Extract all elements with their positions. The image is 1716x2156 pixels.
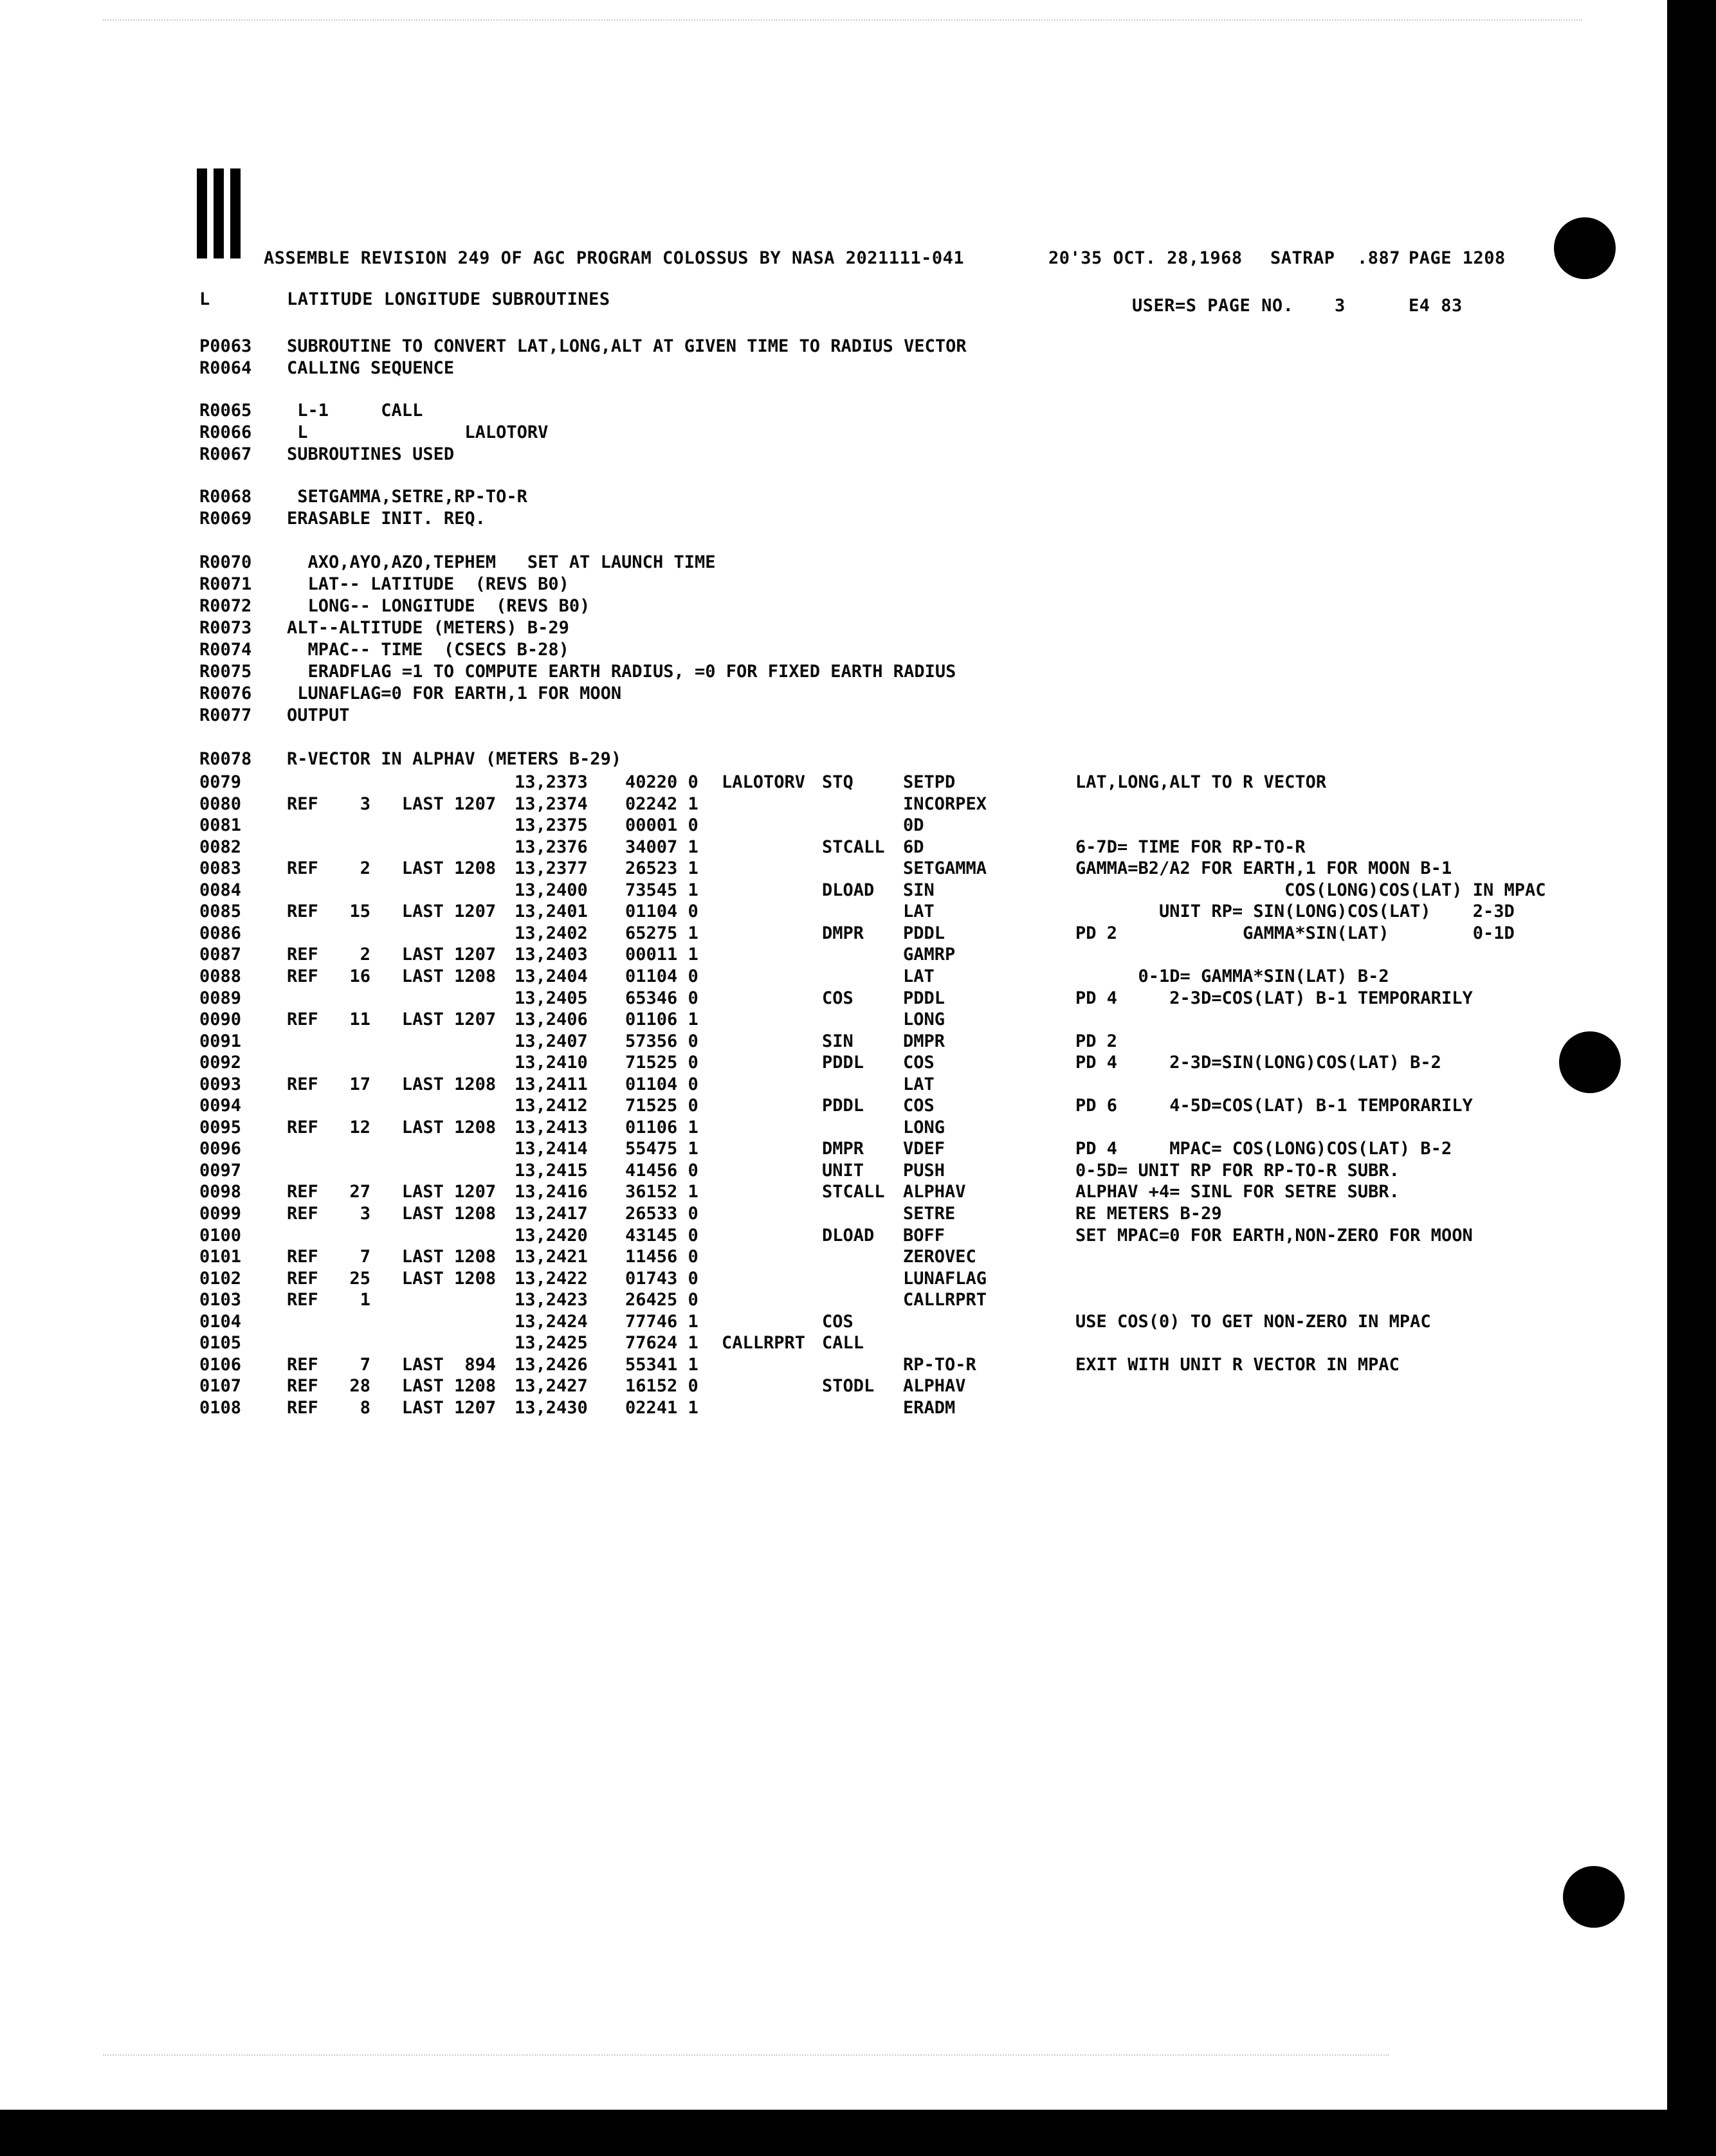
ref-info: REF 2 LAST 1207 [287,945,497,965]
operand: VDEF [903,1139,945,1159]
line-number: R0065 [199,401,252,421]
operand: PUSH [903,1161,945,1181]
code-line [0,1268,1666,1290]
header-code: .887 [1357,248,1401,268]
line-number: 0108 [199,1398,242,1418]
ref-info: REF 1 [287,1290,371,1310]
code-line [0,1181,1666,1203]
line-number: 0097 [199,1161,242,1181]
opcode: COS [822,1312,853,1332]
code-line [0,1332,1666,1354]
scan-edge-bottom [0,2110,1716,2156]
remark-text: LUNAFLAG=0 FOR EARTH,1 FOR MOON [287,684,622,703]
ref-info: REF 28 LAST 1208 [287,1376,497,1396]
operand: INCORPEX [903,794,987,814]
comment: RE METERS B-29 [1075,1204,1222,1224]
ref-info: REF 8 LAST 1207 [287,1398,497,1418]
octal-word: 77746 1 [625,1312,698,1332]
octal-word: 01104 0 [625,901,698,921]
code-line [0,966,1666,988]
remark-line [0,639,1666,661]
opcode: DLOAD [822,880,875,900]
operand: SETPD [903,772,956,792]
ref-info: REF 17 LAST 1208 [287,1074,497,1094]
address: 13,2410 [515,1053,588,1073]
operand: COS [903,1096,935,1116]
operand: LONG [903,1118,945,1137]
operand: LAT [903,901,935,921]
line-number: 0088 [199,966,242,986]
comment: COS(LONG)COS(LAT) IN MPAC [1075,880,1546,900]
line-number: 0086 [199,923,242,943]
code-line [0,772,1666,793]
punch-hole-middle [1559,1031,1621,1093]
octal-word: 02242 1 [625,794,698,814]
code-line [0,815,1666,837]
line-number: R0076 [199,684,252,703]
code-line [0,793,1666,815]
top-scan-noise [103,19,1582,24]
line-number: R0070 [199,552,252,572]
remark-line [0,400,1666,422]
bottom-scan-noise [103,2054,1389,2060]
line-number: 0104 [199,1312,242,1332]
operand: ERADM [903,1398,956,1418]
ref-info: REF 7 LAST 894 [287,1355,497,1375]
octal-word: 34007 1 [625,837,698,857]
octal-word: 77624 1 [625,1333,698,1353]
remark-text: SUBROUTINES USED [287,444,455,464]
address: 13,2402 [515,923,588,943]
address: 13,2425 [515,1333,588,1353]
octal-word: 26523 1 [625,858,698,878]
octal-word: 40220 0 [625,772,698,792]
code-line [0,1225,1666,1247]
octal-word: 00011 1 [625,945,698,965]
remark-line [0,422,1666,444]
operand: ALPHAV [903,1182,966,1202]
code-line [0,1246,1666,1268]
code-line [0,923,1666,945]
comment: 6-7D= TIME FOR RP-TO-R [1075,837,1306,857]
octal-word: 26425 0 [625,1290,698,1310]
binder-marks [197,168,242,258]
octal-word: 73545 1 [625,880,698,900]
line-number: R0069 [199,509,252,529]
remark-text: L LALOTORV [287,422,549,442]
operand: 6D [903,837,924,857]
comment: PD 4 2-3D=SIN(LONG)COS(LAT) B-2 [1075,1053,1441,1073]
remark-text: SETGAMMA,SETRE,RP-TO-R [287,487,527,507]
code-line [0,1074,1666,1096]
code-line [0,1095,1666,1117]
line-number: 0102 [199,1269,242,1289]
operand: PDDL [903,923,945,943]
operand: RP-TO-R [903,1355,976,1375]
operand: LAT [903,966,935,986]
line-number: 0103 [199,1290,242,1310]
address: 13,2411 [515,1074,588,1094]
comment: PD 4 2-3D=COS(LAT) B-1 TEMPORARILY [1075,988,1473,1008]
remark-text: L-1 CALL [287,401,423,421]
address: 13,2376 [515,837,588,857]
address: 13,2420 [515,1226,588,1246]
opcode: DMPR [822,923,864,943]
remark-line [0,661,1666,683]
ref-info: REF 16 LAST 1208 [287,966,497,986]
line-number: 0085 [199,901,242,921]
operand: SIN [903,880,935,900]
address: 13,2424 [515,1312,588,1332]
line-number: 0080 [199,794,242,814]
code-line [0,1354,1666,1376]
code-line [0,858,1666,880]
line-number: 0093 [199,1074,242,1094]
code-line [0,1117,1666,1139]
opcode: UNIT [822,1161,864,1181]
opcode: CALL [822,1333,864,1353]
code-line [0,1052,1666,1074]
octal-word: 01104 0 [625,1074,698,1094]
remark-text: LAT-- LATITUDE (REVS B0) [287,574,569,594]
operand: 0D [903,815,924,835]
opcode: STQ [822,772,853,792]
line-number: 0096 [199,1139,242,1159]
line-number: 0099 [199,1204,242,1224]
octal-word: 01104 0 [625,966,698,986]
operand: ALPHAV [903,1376,966,1396]
line-number: 0106 [199,1355,242,1375]
code-line [0,1397,1666,1419]
header-user: SATRAP [1270,248,1335,268]
line-number: R0073 [199,618,252,638]
opcode: PDDL [822,1096,864,1116]
octal-word: 36152 1 [625,1182,698,1202]
comment: ALPHAV +4= SINL FOR SETRE SUBR. [1075,1182,1400,1202]
code-line [0,1009,1666,1031]
opcode: SIN [822,1031,853,1051]
remark-text: LONG-- LONGITUDE (REVS B0) [287,596,590,616]
punch-hole-top [1554,217,1616,279]
line-number: 0079 [199,772,242,792]
ref-info: REF 12 LAST 1208 [287,1118,497,1137]
code-line [0,1138,1666,1160]
line-number: 0105 [199,1333,242,1353]
section-ref: E4 83 [1409,296,1463,316]
line-number: R0077 [199,705,252,725]
remark-text: R-VECTOR IN ALPHAV (METERS B-29) [287,749,622,769]
octal-word: 00001 0 [625,815,698,835]
code-line [0,1289,1666,1311]
ref-info: REF 11 LAST 1207 [287,1010,497,1029]
line-number: 0095 [199,1118,242,1137]
line-number: 0083 [199,858,242,878]
octal-word: 01106 1 [625,1010,698,1029]
octal-word: 01106 1 [625,1118,698,1137]
line-number: R0068 [199,487,252,507]
octal-word: 26533 0 [625,1204,698,1224]
remark-text: AXO,AYO,AZO,TEPHEM SET AT LAUNCH TIME [287,552,716,572]
line-number: R0075 [199,662,252,682]
remark-line [0,486,1666,508]
operand: LONG [903,1010,945,1029]
code-line [0,944,1666,966]
code-line [0,988,1666,1010]
punch-hole-bottom [1563,1866,1625,1928]
comment: PD 4 MPAC= COS(LONG)COS(LAT) B-2 [1075,1139,1452,1159]
section-title: LATITUDE LONGITUDE SUBROUTINES [287,289,610,309]
remark-text: ERADFLAG =1 TO COMPUTE EARTH RADIUS, =0 FOR FIXED EARTH RADIUS [287,662,956,682]
ref-info: REF 15 LAST 1207 [287,901,497,921]
operand: GAMRP [903,945,956,965]
remark-line [0,508,1666,530]
line-number: 0091 [199,1031,242,1051]
opcode: STCALL [822,837,885,857]
comment: USE COS(0) TO GET NON-ZERO IN MPAC [1075,1312,1431,1332]
comment: PD 2 GAMMA*SIN(LAT) 0-1D [1075,923,1515,943]
address: 13,2400 [515,880,588,900]
remark-line [0,595,1666,617]
octal-word: 55341 1 [625,1355,698,1375]
remark-line [0,748,1666,770]
octal-word: 01743 0 [625,1269,698,1289]
code-line [0,837,1666,858]
remark-line [0,336,1666,358]
octal-word: 16152 0 [625,1376,698,1396]
octal-word: 71525 0 [625,1053,698,1073]
code-line [0,901,1666,923]
line-number: 0094 [199,1096,242,1116]
address: 13,2417 [515,1204,588,1224]
octal-word: 02241 1 [625,1398,698,1418]
header-title: ASSEMBLE REVISION 249 OF AGC PROGRAM COLOSSUS BY NASA 2021111-041 [264,248,965,268]
octal-word: 11456 0 [625,1247,698,1267]
opcode: STODL [822,1376,875,1396]
line-number: 0100 [199,1226,242,1246]
address: 13,2373 [515,772,588,792]
code-line [0,1203,1666,1225]
address: 13,2414 [515,1139,588,1159]
opcode: PDDL [822,1053,864,1073]
remark-line [0,552,1666,574]
operand: BOFF [903,1226,945,1246]
ref-info: REF 25 LAST 1208 [287,1269,497,1289]
ref-info: REF 27 LAST 1207 [287,1182,497,1202]
section-tag: L [199,289,210,309]
address: 13,2426 [515,1355,588,1375]
code-line [0,880,1666,901]
opcode: DMPR [822,1139,864,1159]
address: 13,2377 [515,858,588,878]
ref-info: REF 2 LAST 1208 [287,858,497,878]
comment: GAMMA=B2/A2 FOR EARTH,1 FOR MOON B-1 [1075,858,1452,878]
address: 13,2421 [515,1247,588,1267]
line-number: 0087 [199,945,242,965]
octal-word: 57356 0 [625,1031,698,1051]
line-number: 0084 [199,880,242,900]
line-number: 0082 [199,837,242,857]
user-page-number: 3 [1335,296,1346,316]
ref-info: REF 3 LAST 1207 [287,794,497,814]
code-line [0,1160,1666,1182]
address: 13,2430 [515,1398,588,1418]
remark-line [0,705,1666,727]
operand: ZEROVEC [903,1247,976,1267]
operand: DMPR [903,1031,945,1051]
remark-text: OUTPUT [287,705,350,725]
address: 13,2427 [515,1376,588,1396]
line-number: 0081 [199,815,242,835]
operand: SETGAMMA [903,858,987,878]
line-number: R0064 [199,358,252,378]
octal-word: 43145 0 [625,1226,698,1246]
octal-word: 71525 0 [625,1096,698,1116]
operand: SETRE [903,1204,956,1224]
ref-info: REF 7 LAST 1208 [287,1247,497,1267]
remark-line [0,574,1666,595]
line-number: R0071 [199,574,252,594]
remark-text: SUBROUTINE TO CONVERT LAT,LONG,ALT AT GIVEN TIME TO RADIUS VECTOR [287,336,967,356]
label: CALLRPRT [722,1333,806,1353]
line-number: 0107 [199,1376,242,1396]
octal-word: 65346 0 [625,988,698,1008]
remark-text: MPAC-- TIME (CSECS B-28) [287,640,569,660]
line-number: R0067 [199,444,252,464]
operand: LAT [903,1074,935,1094]
remark-line [0,444,1666,466]
octal-word: 65275 1 [625,923,698,943]
line-number: 0092 [199,1053,242,1073]
comment: PD 6 4-5D=COS(LAT) B-1 TEMPORARILY [1075,1096,1473,1116]
ref-info: REF 3 LAST 1208 [287,1204,497,1224]
address: 13,2404 [515,966,588,986]
comment: PD 2 [1075,1031,1118,1051]
line-number: P0063 [199,336,252,356]
address: 13,2423 [515,1290,588,1310]
address: 13,2405 [515,988,588,1008]
comment: LAT,LONG,ALT TO R VECTOR [1075,772,1327,792]
address: 13,2374 [515,794,588,814]
octal-word: 41456 0 [625,1161,698,1181]
comment: 0-1D= GAMMA*SIN(LAT) B-2 [1075,966,1389,986]
address: 13,2407 [515,1031,588,1051]
line-number: R0066 [199,422,252,442]
code-line [0,1031,1666,1053]
opcode: DLOAD [822,1226,875,1246]
line-number: 0101 [199,1247,242,1267]
address: 13,2415 [515,1161,588,1181]
address: 13,2416 [515,1182,588,1202]
address: 13,2401 [515,901,588,921]
line-number: R0078 [199,749,252,769]
opcode: COS [822,988,853,1008]
scan-edge-right [1667,0,1716,2156]
operand: LUNAFLAG [903,1269,987,1289]
comment: UNIT RP= SIN(LONG)COS(LAT) 2-3D [1075,901,1515,921]
label: LALOTORV [722,772,806,792]
remark-line [0,683,1666,705]
line-number: 0098 [199,1182,242,1202]
remark-text: ALT--ALTITUDE (METERS) B-29 [287,618,569,638]
remark-line [0,358,1666,379]
line-number: 0090 [199,1010,242,1029]
comment: 0-5D= UNIT RP FOR RP-TO-R SUBR. [1075,1161,1400,1181]
address: 13,2413 [515,1118,588,1137]
code-line [0,1375,1666,1397]
line-number: R0074 [199,640,252,660]
header-timestamp: 20'35 OCT. 28,1968 [1048,248,1243,268]
address: 13,2375 [515,815,588,835]
address: 13,2403 [515,945,588,965]
remark-line [0,617,1666,639]
opcode: STCALL [822,1182,885,1202]
user-page-label: USER=S PAGE NO. [1132,296,1294,316]
code-line [0,1311,1666,1333]
remark-text: ERASABLE INIT. REQ. [287,509,486,529]
address: 13,2412 [515,1096,588,1116]
address: 13,2406 [515,1010,588,1029]
line-number: 0089 [199,988,242,1008]
operand: COS [903,1053,935,1073]
line-number: R0072 [199,596,252,616]
operand: PDDL [903,988,945,1008]
operand: CALLRPRT [903,1290,987,1310]
octal-word: 55475 1 [625,1139,698,1159]
comment: EXIT WITH UNIT R VECTOR IN MPAC [1075,1355,1400,1375]
comment: SET MPAC=0 FOR EARTH,NON-ZERO FOR MOON [1075,1226,1473,1246]
header-page: PAGE 1208 [1409,248,1506,268]
remark-text: CALLING SEQUENCE [287,358,455,378]
address: 13,2422 [515,1269,588,1289]
